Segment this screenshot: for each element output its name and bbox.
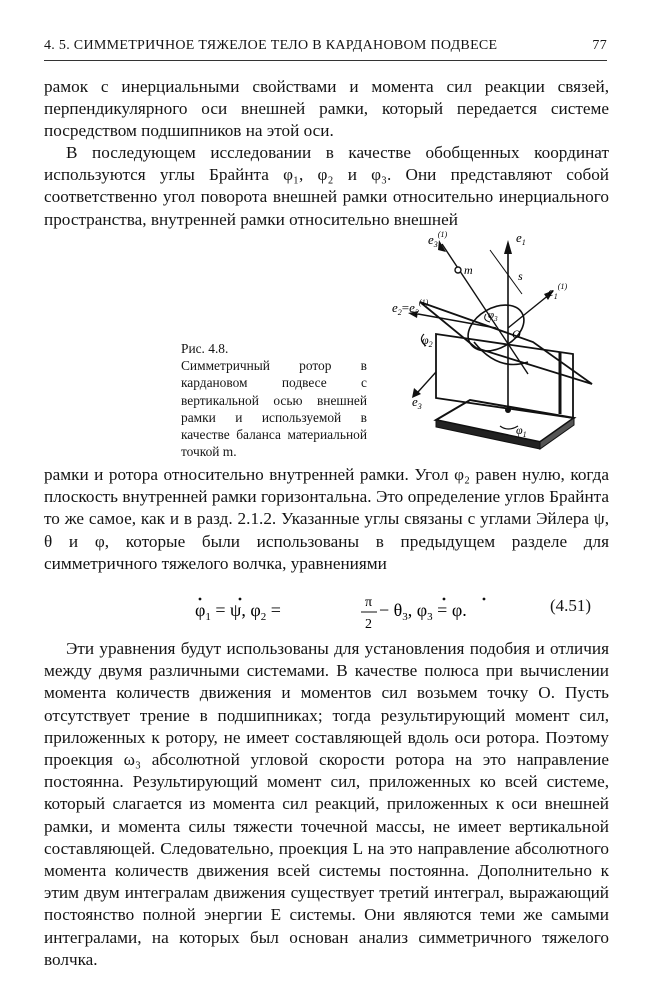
e1-1-axis [508, 294, 550, 328]
section-title: 4. 5. СИММЕТРИЧНОЕ ТЯЖЕЛОЕ ТЕЛО В КАРДАНОВОМ ПОДВЕСЕ [44, 38, 498, 53]
equation-number: (4.51) [550, 596, 592, 615]
dot-phi3 [443, 598, 446, 601]
running-header [44, 36, 607, 61]
paragraph-1: рамок с инерциальными свойствами и момента сил реакции связей, перпендикулярного оси внешней рамки, который передается системе посредством подшипников на этой оси. [44, 77, 609, 141]
label-phi3: $\varphi_3$ [488, 309, 498, 323]
e2-axis [418, 314, 496, 328]
equation-text: $\varphi_1 = \psi$, $\varphi_2$ = [195, 600, 281, 623]
label-m: m [464, 263, 473, 277]
figure-caption [181, 340, 367, 460]
figure-caption-title: Рис. 4.8. [181, 341, 229, 356]
paragraph-4: Эти уравнения будут использованы для установления подобия и отличия между двумя различными системами. В качестве полюса при вычислении момента количеств движения и моментов сил возьмем точку O. Пусть отсутствует трение в подшипниках; тогда результирующий момент сил, приложенных к ротору, не имеет составляющей вдоль оси ротора. Поэтому проекция ω₃ абсолютной угловой скорости ротора на это направление постоянна. Результирующий момент сил, приложенных ко всей системе, который слагается из момента сил реакций, приложенных к оси внешней рамки, и момента силы тяжести точечной массы, не имеет вертикальной составляющей. Следовательно, проекция L на это направление абсолютного момента количеств движения всей системы постоянна. Дополнительно к этим двум интегралам движения существует третий интеграл, выражающий постоянство полной энергии E системы. Они являются теми же самыми интегралами, на которых был основан анализ симметричного тяжелого волчка. [44, 639, 609, 969]
label-O: O [512, 327, 521, 341]
label-phi1: $\varphi_1$ [516, 423, 527, 439]
dot-phi1 [199, 598, 202, 601]
e3-axis [418, 372, 436, 392]
paragraph-3: рамки и ротора относительно внутренней рамки. Угол φ₂ равен нулю, когда плоскость внутренней рамки горизонтальна. Это определение углов Брайнта то же самое, как и в разд. 2.1.2. Указанные углы связаны с углами Эйлера ψ, θ и φ, которые были использованы в предыдущем разделе для симметричного тяжелого волчка, уравнениями [44, 465, 609, 573]
label-phi2: $\varphi_2$ [422, 333, 433, 349]
label-e2-equals-e2-1: $e_2=e_2^{(1)}$ [392, 298, 429, 317]
paragraph-2: В последующем исследовании в качестве обобщенных координат используются углы Брайнта φ₁, φ₂ и φ₃. Они представляют собой соответственно угол поворота внешней рамки относительно инерциального пространства, внутренней рамки относительно внешней [44, 143, 609, 229]
label-e3: $e_3$ [412, 394, 422, 411]
label-e3-1: $e_3^{(1)}$ [428, 230, 448, 249]
equation-text-tail: − $\theta_3$, $\varphi_3 = \varphi$. [379, 600, 467, 623]
gimbal-rotor-diagram [378, 222, 600, 456]
e3-1-arrowhead [438, 240, 446, 252]
fraction-numerator: π [365, 595, 373, 610]
dot-phi [483, 598, 486, 601]
mass-point [455, 267, 461, 273]
inner-frame [420, 302, 592, 384]
equation-4-51 [195, 594, 495, 643]
e1-arrowhead [504, 240, 512, 254]
label-s: s [518, 269, 523, 283]
label-e1-1: $e_1^{(1)}$ [548, 282, 568, 301]
page-number: 77 [592, 38, 607, 53]
base-pivot [505, 407, 511, 413]
dot-psi [239, 598, 242, 601]
rotor-axis [442, 244, 528, 374]
fraction-denominator: 2 [365, 617, 372, 632]
figure-caption-text: Симметричный ротор в кардановом подвесе с вертикальной осью внешней рамки и используемой в качестве баланса материальной точкой m. [181, 358, 367, 460]
label-e1: $e_1$ [516, 230, 526, 247]
